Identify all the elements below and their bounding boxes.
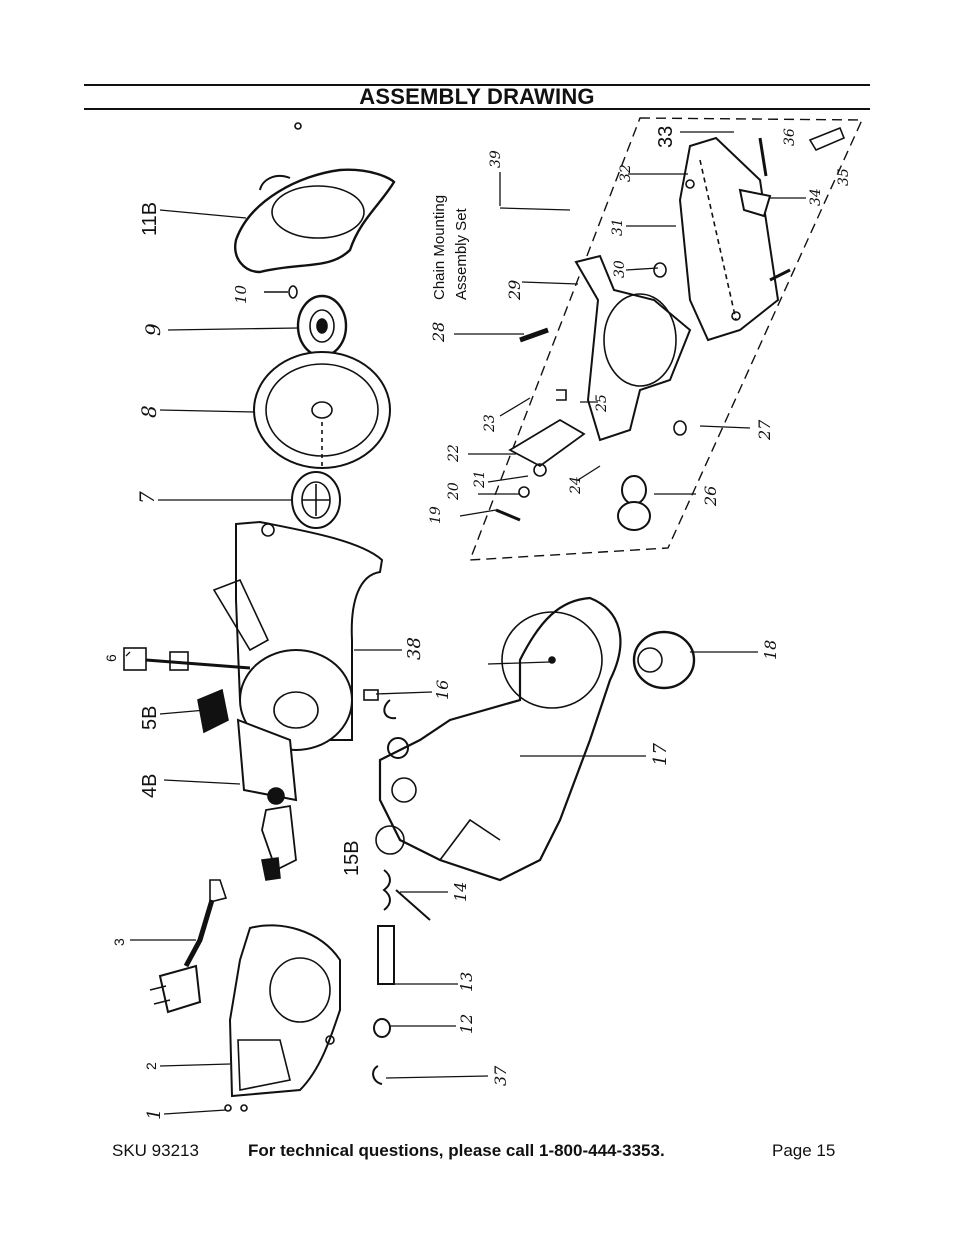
assembly-drawing (84, 112, 884, 1120)
part-label-4B: 4B (139, 773, 161, 798)
page-title: ASSEMBLY DRAWING (359, 84, 595, 109)
blade-guard-part (235, 123, 394, 272)
part-label-1: 1 (144, 1108, 165, 1120)
power-cord-part (150, 880, 226, 1012)
part-label-5B: 5B (139, 705, 161, 730)
part-label-21: 21 (472, 470, 488, 488)
part-label-25: 25 (594, 394, 610, 412)
footer-technical-contact: For technical questions, please call 1-800-444-3353. (248, 1141, 665, 1160)
bolt-part (264, 286, 297, 298)
part-label-24: 24 (568, 476, 584, 494)
part-label-9: 9 (141, 323, 165, 336)
header-rule-bottom (84, 108, 870, 110)
part-label-22: 22 (446, 444, 462, 462)
part-label-7: 7 (135, 491, 159, 504)
part-label-26: 26 (701, 485, 720, 506)
part-label-33: 33 (655, 125, 677, 148)
brush-spring-part (262, 806, 296, 880)
rear-housing-part (230, 925, 340, 1096)
part-label-8: 8 (137, 405, 161, 418)
part-label-2: 2 (143, 1062, 159, 1070)
inset-label-line1: Chain Mounting (431, 194, 448, 300)
part-label-10: 10 (232, 284, 250, 304)
part-label-28: 28 (429, 321, 448, 342)
part-label-11B: 11B (139, 201, 161, 236)
part-label-6: 6 (103, 654, 119, 662)
grinding-wheel-part (254, 352, 390, 470)
part-label-34: 34 (808, 188, 824, 206)
part-label-20: 20 (446, 482, 462, 500)
footer-page-number: Page 15 (772, 1141, 836, 1160)
part-label-27: 27 (755, 419, 774, 440)
part-label-15B: 15B (341, 840, 363, 876)
part-label-30: 30 (612, 260, 628, 278)
flange-part (298, 296, 346, 356)
spindle-bolt-part (124, 648, 250, 670)
inner-flange-part (292, 472, 340, 528)
part-label-23: 23 (482, 414, 498, 432)
part-label-39: 39 (488, 150, 504, 168)
part-label-17: 17 (650, 743, 671, 766)
part-label-14: 14 (451, 881, 470, 902)
part-label-31: 31 (610, 218, 626, 236)
part-label-38: 38 (404, 637, 425, 660)
pivot-shaft-part (378, 926, 394, 984)
screws-part (225, 1105, 247, 1111)
pivot-hub-part (634, 632, 694, 688)
part-label-35: 35 (836, 168, 852, 186)
torsion-spring-part (384, 870, 430, 920)
brush-part (198, 690, 228, 732)
footer-sku: SKU 93213 (112, 1141, 199, 1160)
part-label-32: 32 (618, 164, 634, 182)
part-label-16: 16 (433, 679, 452, 700)
inset-label-line2: Assembly Set (453, 208, 470, 300)
part-label-3: 3 (111, 938, 127, 946)
part-label-13: 13 (457, 971, 476, 992)
part-label-36: 36 (782, 128, 798, 146)
part-label-12: 12 (457, 1013, 476, 1034)
part-label-37: 37 (491, 1065, 510, 1086)
motor-housing-part (214, 522, 382, 750)
part-label-29: 29 (505, 279, 524, 300)
part-label-19: 19 (428, 506, 444, 524)
part-label-18: 18 (761, 639, 780, 660)
